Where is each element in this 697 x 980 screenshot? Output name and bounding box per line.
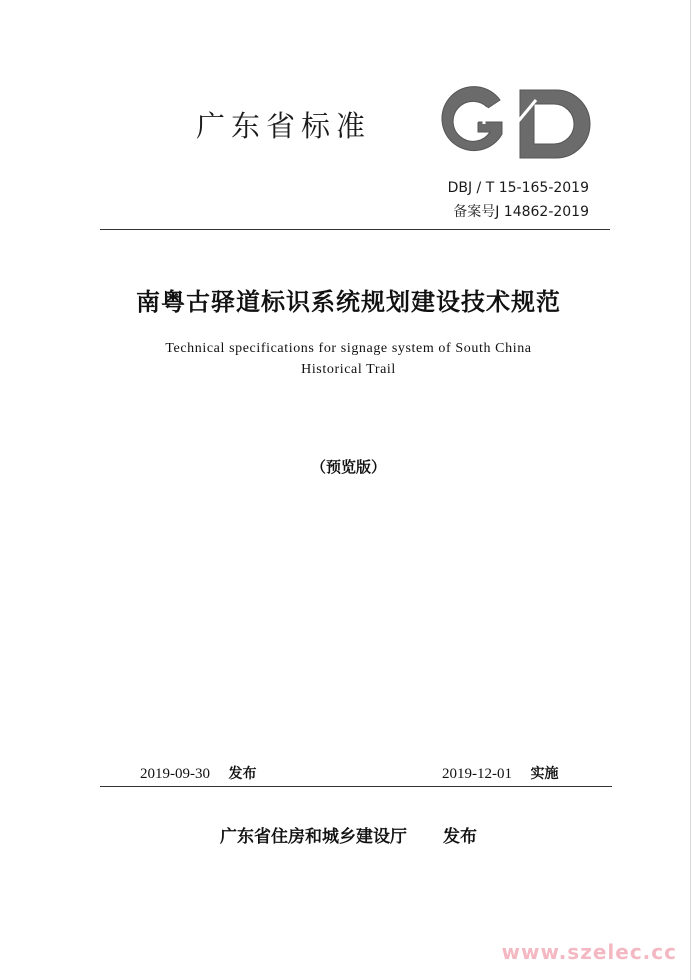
publish-date: 2019-09-30 [140, 766, 210, 782]
publish-label: 发布 [228, 766, 257, 782]
implement-date: 2019-12-01 [442, 766, 512, 782]
document-type: 广东省标准 [196, 109, 372, 143]
title-chinese: 南粤古驿道标识系统规划建设技术规范 [136, 288, 561, 316]
record-number: 备案号J 14862-2019 [453, 204, 589, 220]
issuer-name: 广东省住房和城乡建设厅 [220, 827, 408, 847]
publish-date-row [140, 763, 256, 783]
implement-date-row [442, 763, 558, 783]
standard-number: DBJ / T 15-165-2019 [447, 180, 589, 196]
header-divider [100, 229, 610, 230]
title-english-line-1: Technical specifications for signage system of South China [165, 341, 532, 356]
footer-divider [100, 786, 612, 787]
version-label: （预览版） [310, 458, 386, 476]
issuer-action: 发布 [442, 827, 477, 847]
gd-logo [432, 84, 600, 166]
title-english-line-2: Historical Trail [301, 362, 396, 377]
standard-numbers [448, 176, 589, 224]
title-english [0, 338, 697, 380]
gd-logo-graphic [432, 84, 600, 162]
issuer [0, 822, 697, 847]
site-watermark: www.szelec.cc [501, 940, 677, 964]
implement-label: 实施 [530, 766, 559, 782]
